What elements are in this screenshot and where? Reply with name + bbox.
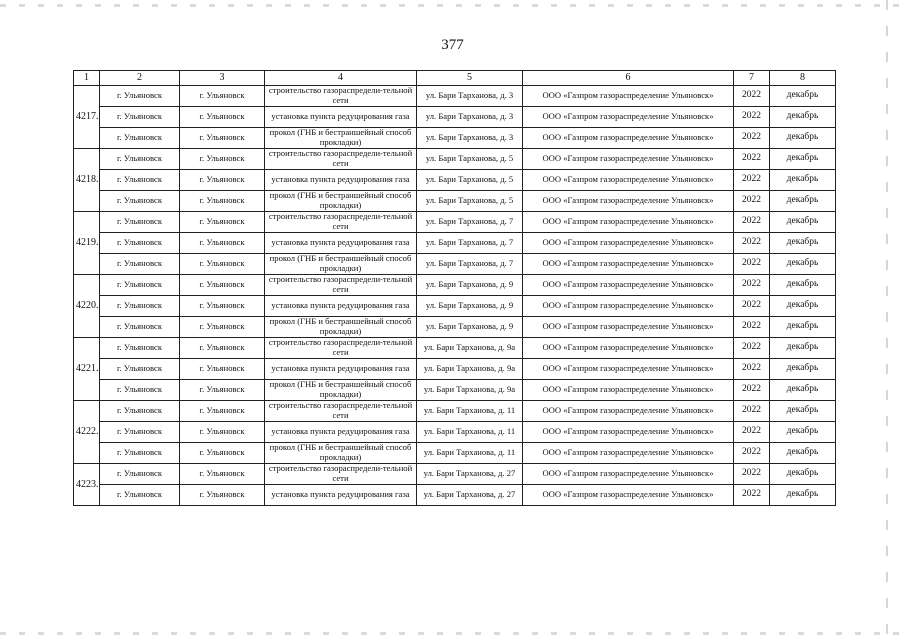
city-cell: г. Ульяновск — [100, 464, 180, 485]
year-cell: 2022 — [734, 359, 770, 380]
table-row — [74, 443, 836, 464]
table-row — [74, 86, 836, 107]
work-type-cell: строительство газораспредели-тельной сети — [265, 149, 417, 170]
work-type-cell: прокол (ГНБ и бестраншейный способ прокладки) — [265, 254, 417, 275]
work-type-cell: установка пункта редуцирования газа — [265, 296, 417, 317]
month-cell: декабрь — [770, 380, 836, 401]
year-cell: 2022 — [734, 128, 770, 149]
city-cell: г. Ульяновск — [100, 191, 180, 212]
address-cell: ул. Бари Тарханова, д. 3 — [417, 128, 523, 149]
organization-cell: ООО «Газпром газораспределение Ульяновск» — [523, 212, 734, 233]
address-cell: ул. Бари Тарханова, д. 3 — [417, 107, 523, 128]
address-cell: ул. Бари Тарханова, д. 27 — [417, 464, 523, 485]
year-cell: 2022 — [734, 149, 770, 170]
work-type-cell: установка пункта редуцирования газа — [265, 233, 417, 254]
year-cell: 2022 — [734, 212, 770, 233]
district-cell: г. Ульяновск — [180, 422, 265, 443]
district-cell: г. Ульяновск — [180, 317, 265, 338]
city-cell: г. Ульяновск — [100, 380, 180, 401]
district-cell: г. Ульяновск — [180, 212, 265, 233]
year-cell: 2022 — [734, 233, 770, 254]
city-cell: г. Ульяновск — [100, 338, 180, 359]
month-cell: декабрь — [770, 254, 836, 275]
city-cell: г. Ульяновск — [100, 485, 180, 506]
month-cell: декабрь — [770, 338, 836, 359]
address-cell: ул. Бари Тарханова, д. 9 — [417, 317, 523, 338]
work-type-cell: установка пункта редуцирования газа — [265, 485, 417, 506]
address-cell: ул. Бари Тарханова, д. 11 — [417, 443, 523, 464]
address-cell: ул. Бари Тарханова, д. 5 — [417, 170, 523, 191]
city-cell: г. Ульяновск — [100, 86, 180, 107]
address-cell: ул. Бари Тарханова, д. 9 — [417, 296, 523, 317]
address-cell: ул. Бари Тарханова, д. 11 — [417, 422, 523, 443]
month-cell: декабрь — [770, 359, 836, 380]
address-cell: ул. Бари Тарханова, д. 9а — [417, 380, 523, 401]
table-row — [74, 149, 836, 170]
month-cell: декабрь — [770, 443, 836, 464]
work-type-cell: строительство газораспредели-тельной сети — [265, 212, 417, 233]
col-header-6: 6 — [523, 71, 734, 86]
address-cell: ул. Бари Тарханова, д. 27 — [417, 485, 523, 506]
organization-cell: ООО «Газпром газораспределение Ульяновск» — [523, 254, 734, 275]
month-cell: декабрь — [770, 149, 836, 170]
year-cell: 2022 — [734, 275, 770, 296]
work-type-cell: установка пункта редуцирования газа — [265, 170, 417, 191]
organization-cell: ООО «Газпром газораспределение Ульяновск» — [523, 149, 734, 170]
table-row — [74, 464, 836, 485]
address-cell: ул. Бари Тарханова, д. 3 — [417, 86, 523, 107]
month-cell: декабрь — [770, 233, 836, 254]
district-cell: г. Ульяновск — [180, 254, 265, 275]
entry-number-cell: 4218. — [74, 149, 100, 212]
city-cell: г. Ульяновск — [100, 212, 180, 233]
city-cell: г. Ульяновск — [100, 254, 180, 275]
work-type-cell: прокол (ГНБ и бестраншейный способ прокладки) — [265, 191, 417, 212]
district-cell: г. Ульяновск — [180, 86, 265, 107]
organization-cell: ООО «Газпром газораспределение Ульяновск» — [523, 86, 734, 107]
organization-cell: ООО «Газпром газораспределение Ульяновск» — [523, 275, 734, 296]
table-row — [74, 128, 836, 149]
work-type-cell: строительство газораспредели-тельной сети — [265, 275, 417, 296]
organization-cell: ООО «Газпром газораспределение Ульяновск» — [523, 380, 734, 401]
address-cell: ул. Бари Тарханова, д. 9а — [417, 338, 523, 359]
organization-cell: ООО «Газпром газораспределение Ульяновск» — [523, 233, 734, 254]
work-type-cell: установка пункта редуцирования газа — [265, 107, 417, 128]
scan-artifact-bottom — [0, 632, 905, 635]
city-cell: г. Ульяновск — [100, 233, 180, 254]
district-cell: г. Ульяновск — [180, 359, 265, 380]
entry-number-cell: 4223. — [74, 464, 100, 506]
year-cell: 2022 — [734, 296, 770, 317]
organization-cell: ООО «Газпром газораспределение Ульяновск» — [523, 464, 734, 485]
col-header-2: 2 — [100, 71, 180, 86]
table-row — [74, 212, 836, 233]
table-row — [74, 317, 836, 338]
col-header-5: 5 — [417, 71, 523, 86]
address-cell: ул. Бари Тарханова, д. 5 — [417, 191, 523, 212]
table-row — [74, 233, 836, 254]
city-cell: г. Ульяновск — [100, 401, 180, 422]
year-cell: 2022 — [734, 191, 770, 212]
month-cell: декабрь — [770, 422, 836, 443]
organization-cell: ООО «Газпром газораспределение Ульяновск» — [523, 107, 734, 128]
month-cell: декабрь — [770, 317, 836, 338]
table-row — [74, 275, 836, 296]
header-row — [74, 71, 836, 86]
table-row — [74, 422, 836, 443]
table-row — [74, 380, 836, 401]
table-row — [74, 170, 836, 191]
year-cell: 2022 — [734, 86, 770, 107]
table-row — [74, 359, 836, 380]
entry-number-cell: 4219. — [74, 212, 100, 275]
district-cell: г. Ульяновск — [180, 464, 265, 485]
district-cell: г. Ульяновск — [180, 443, 265, 464]
district-cell: г. Ульяновск — [180, 338, 265, 359]
work-type-cell: прокол (ГНБ и бестраншейный способ прокладки) — [265, 380, 417, 401]
organization-cell: ООО «Газпром газораспределение Ульяновск» — [523, 359, 734, 380]
work-type-cell: прокол (ГНБ и бестраншейный способ прокладки) — [265, 443, 417, 464]
entry-number-cell: 4221. — [74, 338, 100, 401]
table-row — [74, 485, 836, 506]
table-row — [74, 338, 836, 359]
year-cell: 2022 — [734, 464, 770, 485]
month-cell: декабрь — [770, 485, 836, 506]
col-header-7: 7 — [734, 71, 770, 86]
district-cell: г. Ульяновск — [180, 149, 265, 170]
district-cell: г. Ульяновск — [180, 401, 265, 422]
table-row — [74, 191, 836, 212]
address-cell: ул. Бари Тарханова, д. 7 — [417, 233, 523, 254]
year-cell: 2022 — [734, 422, 770, 443]
organization-cell: ООО «Газпром газораспределение Ульяновск» — [523, 191, 734, 212]
year-cell: 2022 — [734, 401, 770, 422]
organization-cell: ООО «Газпром газораспределение Ульяновск» — [523, 338, 734, 359]
year-cell: 2022 — [734, 485, 770, 506]
address-cell: ул. Бари Тарханова, д. 9 — [417, 275, 523, 296]
district-cell: г. Ульяновск — [180, 107, 265, 128]
month-cell: декабрь — [770, 170, 836, 191]
work-type-cell: прокол (ГНБ и бестраншейный способ прокладки) — [265, 317, 417, 338]
district-cell: г. Ульяновск — [180, 485, 265, 506]
year-cell: 2022 — [734, 338, 770, 359]
year-cell: 2022 — [734, 170, 770, 191]
col-header-4: 4 — [265, 71, 417, 86]
city-cell: г. Ульяновск — [100, 128, 180, 149]
address-cell: ул. Бари Тарханова, д. 11 — [417, 401, 523, 422]
month-cell: декабрь — [770, 107, 836, 128]
month-cell: декабрь — [770, 128, 836, 149]
district-cell: г. Ульяновск — [180, 233, 265, 254]
city-cell: г. Ульяновск — [100, 170, 180, 191]
work-type-cell: строительство газораспредели-тельной сети — [265, 464, 417, 485]
col-header-1: 1 — [74, 71, 100, 86]
city-cell: г. Ульяновск — [100, 296, 180, 317]
month-cell: декабрь — [770, 401, 836, 422]
work-type-cell: строительство газораспредели-тельной сети — [265, 338, 417, 359]
month-cell: декабрь — [770, 464, 836, 485]
entry-number-cell: 4220. — [74, 275, 100, 338]
month-cell: декабрь — [770, 296, 836, 317]
work-type-cell: установка пункта редуцирования газа — [265, 359, 417, 380]
year-cell: 2022 — [734, 443, 770, 464]
organization-cell: ООО «Газпром газораспределение Ульяновск» — [523, 128, 734, 149]
year-cell: 2022 — [734, 317, 770, 338]
table-row — [74, 296, 836, 317]
organization-cell: ООО «Газпром газораспределение Ульяновск» — [523, 296, 734, 317]
organization-cell: ООО «Газпром газораспределение Ульяновск» — [523, 170, 734, 191]
address-cell: ул. Бари Тарханова, д. 9а — [417, 359, 523, 380]
district-cell: г. Ульяновск — [180, 170, 265, 191]
month-cell: декабрь — [770, 212, 836, 233]
address-cell: ул. Бари Тарханова, д. 5 — [417, 149, 523, 170]
district-cell: г. Ульяновск — [180, 380, 265, 401]
table-row — [74, 254, 836, 275]
organization-cell: ООО «Газпром газораспределение Ульяновск» — [523, 317, 734, 338]
year-cell: 2022 — [734, 254, 770, 275]
scan-artifact-top — [0, 4, 905, 7]
work-type-cell: строительство газораспредели-тельной сети — [265, 401, 417, 422]
city-cell: г. Ульяновск — [100, 317, 180, 338]
city-cell: г. Ульяновск — [100, 422, 180, 443]
organization-cell: ООО «Газпром газораспределение Ульяновск» — [523, 443, 734, 464]
city-cell: г. Ульяновск — [100, 359, 180, 380]
district-cell: г. Ульяновск — [180, 128, 265, 149]
work-type-cell: установка пункта редуцирования газа — [265, 422, 417, 443]
entry-number-cell: 4217. — [74, 86, 100, 149]
district-cell: г. Ульяновск — [180, 191, 265, 212]
district-cell: г. Ульяновск — [180, 275, 265, 296]
month-cell: декабрь — [770, 191, 836, 212]
entry-number-cell: 4222. — [74, 401, 100, 464]
organization-cell: ООО «Газпром газораспределение Ульяновск» — [523, 401, 734, 422]
city-cell: г. Ульяновск — [100, 275, 180, 296]
organization-cell: ООО «Газпром газораспределение Ульяновск» — [523, 485, 734, 506]
organization-cell: ООО «Газпром газораспределение Ульяновск» — [523, 422, 734, 443]
registry-body — [74, 86, 836, 506]
month-cell: декабрь — [770, 275, 836, 296]
city-cell: г. Ульяновск — [100, 443, 180, 464]
district-cell: г. Ульяновск — [180, 296, 265, 317]
table-row — [74, 107, 836, 128]
table-row — [74, 401, 836, 422]
city-cell: г. Ульяновск — [100, 107, 180, 128]
work-type-cell: строительство газораспредели-тельной сети — [265, 86, 417, 107]
year-cell: 2022 — [734, 107, 770, 128]
city-cell: г. Ульяновск — [100, 149, 180, 170]
scan-artifact-edge — [886, 0, 888, 640]
year-cell: 2022 — [734, 380, 770, 401]
col-header-3: 3 — [180, 71, 265, 86]
col-header-8: 8 — [770, 71, 836, 86]
address-cell: ул. Бари Тарханова, д. 7 — [417, 212, 523, 233]
page-number: 377 — [441, 37, 464, 53]
address-cell: ул. Бари Тарханова, д. 7 — [417, 254, 523, 275]
month-cell: декабрь — [770, 86, 836, 107]
work-type-cell: прокол (ГНБ и бестраншейный способ прокладки) — [265, 128, 417, 149]
registry-table — [73, 70, 836, 506]
